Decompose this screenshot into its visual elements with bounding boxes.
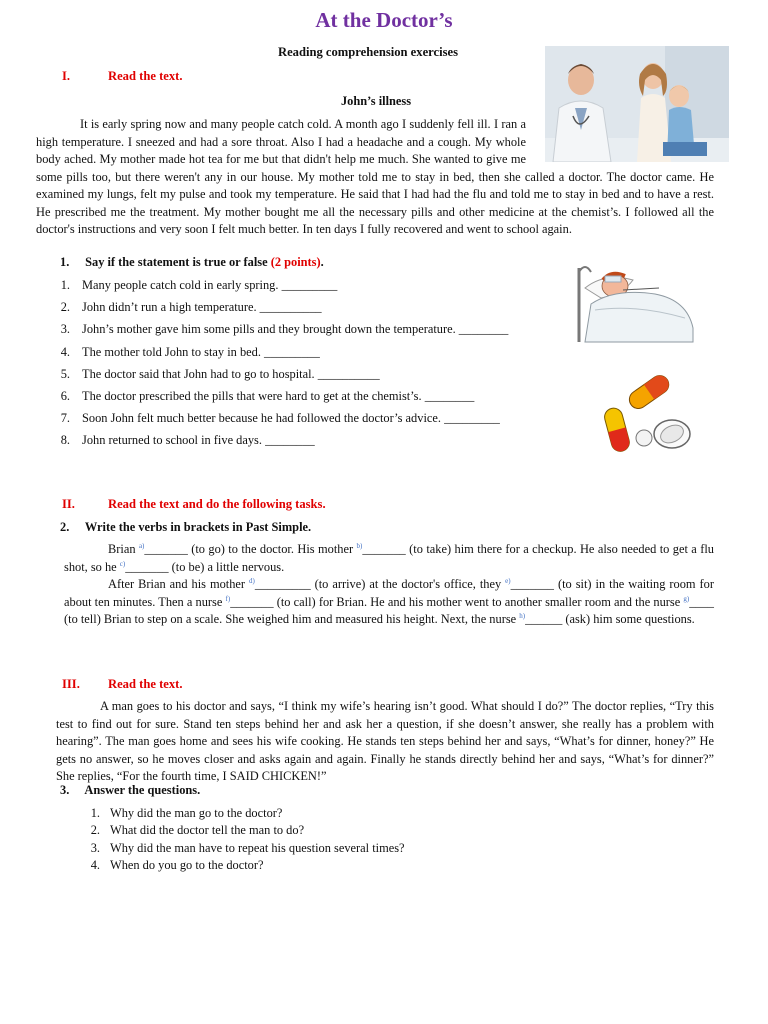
- verbs-exercise: [64, 541, 714, 629]
- section-1-number: I.: [62, 69, 71, 83]
- list-item: 3. John’s mother gave him some pills and they brought down the temperature. ________: [60, 322, 509, 337]
- story-text: It is early spring now and many people catch cold. A month ago I suddenly fell ill. I ran a high temperature. I sneezed and had a sore throat. Also I had a headache and a cough. My whole body ached. My mother made hot tea for me but that didn't help me much. She wanted to give me some pills too, but there weren't any in our house. My mother told me to stay in bed, then she called a doctor. The doctor came. He examined my lungs, felt my pulse and took my temperature. He said that I had had the flu and told me to stay in bed and to have a rest. He prescribed me the treatment. My mother bought me all the necessary pills and other medicine at the chemist’s. I followed all the doctor's instructions and very soon I felt much better. In ten days I fully recovered and went to school again.: [36, 117, 714, 236]
- list-item: 7. Soon John felt much better because he had followed the doctor’s advice. _________: [60, 411, 500, 426]
- story-block: [36, 116, 714, 239]
- pills-illustration: [598, 372, 698, 464]
- verbs-paragraph-1: Brian $^{a)}$_______ (to go) to the doctor. His mother $^{b)}$_______ (to take) him there for a checkup. He also needed to get a flu shot, so he $^{c)}$_______ (to be) a little nervous.: [64, 541, 714, 574]
- list-item: 2. What did the doctor tell the man to do?: [90, 823, 305, 838]
- list-item: 1. Why did the man go to the doctor?: [90, 806, 283, 820]
- task-3-heading: 3. Answer the questions.: [60, 783, 201, 797]
- section-1-heading: [62, 69, 362, 85]
- list-item: 5. The doctor said that John had to go to hospital. __________: [60, 366, 380, 381]
- task-1-heading: 1. Say if the statement is true or false (2 points).: [60, 255, 324, 269]
- story-title: John’s illness: [340, 94, 412, 108]
- page-title: At the Doctor’s: [315, 8, 453, 32]
- task-1-points: (2 points): [270, 255, 321, 269]
- sick-boy-illustration: [575, 258, 697, 344]
- section-1-title: Read the text.: [108, 69, 183, 83]
- section-3-number: III.: [62, 677, 80, 691]
- statements-list: [56, 278, 556, 456]
- list-item: 2. John didn’t run a high temperature. __________: [60, 300, 322, 315]
- list-item: 8. John returned to school in five days. ________: [60, 433, 315, 448]
- task-3-text: Answer the questions.: [84, 783, 201, 797]
- verbs-paragraph-2: After Brian and his mother $^{d)}$_________ (to arrive) at the doctor's office, they $^{e)}$_______ (to sit) in the waiting room for about ten minutes. Then a nurse $^{f)}$_______ (to call) for Brian. He and his mother went to another smaller room and the nurse $^{g)}$____ (to tell) Brian to step on a scale. She weighed him and measured his height. Next, the nurse $^{h)}$______ (ask) him some questions.: [64, 576, 714, 626]
- section-2-number: II.: [62, 497, 75, 511]
- joke-block: [56, 698, 714, 786]
- page-subtitle: Reading comprehension exercises: [277, 45, 459, 59]
- section-2-title: Read the text and do the following tasks.: [108, 497, 326, 511]
- list-item: 4. The mother told John to stay in bed. _________: [60, 344, 320, 359]
- task-1-text: Say if the statement is true or false: [85, 255, 268, 269]
- questions-list: [86, 806, 586, 875]
- list-item: 4. When do you go to the doctor?: [90, 857, 264, 872]
- task-2-heading: 2. Write the verbs in brackets in Past Simple.: [60, 520, 312, 534]
- joke-text: A man goes to his doctor and says, “I think my wife’s hearing isn’t good. What should I do?” The doctor replies, “Try this test to find out for sure. Stand ten steps behind her and ask her a question, if she doesn’t answer, she really has a problem with hearing”. The man goes home and sees his wife cooking. He stands ten steps behind her and says, “What’s for dinner, honey?” He gets no answer, so he moves closer and asks again and again. Finally he stands directly behind her and says, “What’s for dinner?” She replies, “For the fourth time, I SAID CHICKEN!”: [56, 699, 714, 783]
- task-2-text: Write the verbs in brackets in Past Simple.: [84, 520, 312, 534]
- list-item: 3. Why did the man have to repeat his question several times?: [90, 840, 405, 855]
- list-item: 1. Many people catch cold in early spring. _________: [60, 278, 338, 292]
- section-3-title: Read the text.: [108, 677, 183, 691]
- list-item: 6. The doctor prescribed the pills that were hard to get at the chemist’s. ________: [60, 388, 475, 403]
- section-2-heading: [62, 497, 462, 513]
- section-3-heading: [62, 677, 362, 693]
